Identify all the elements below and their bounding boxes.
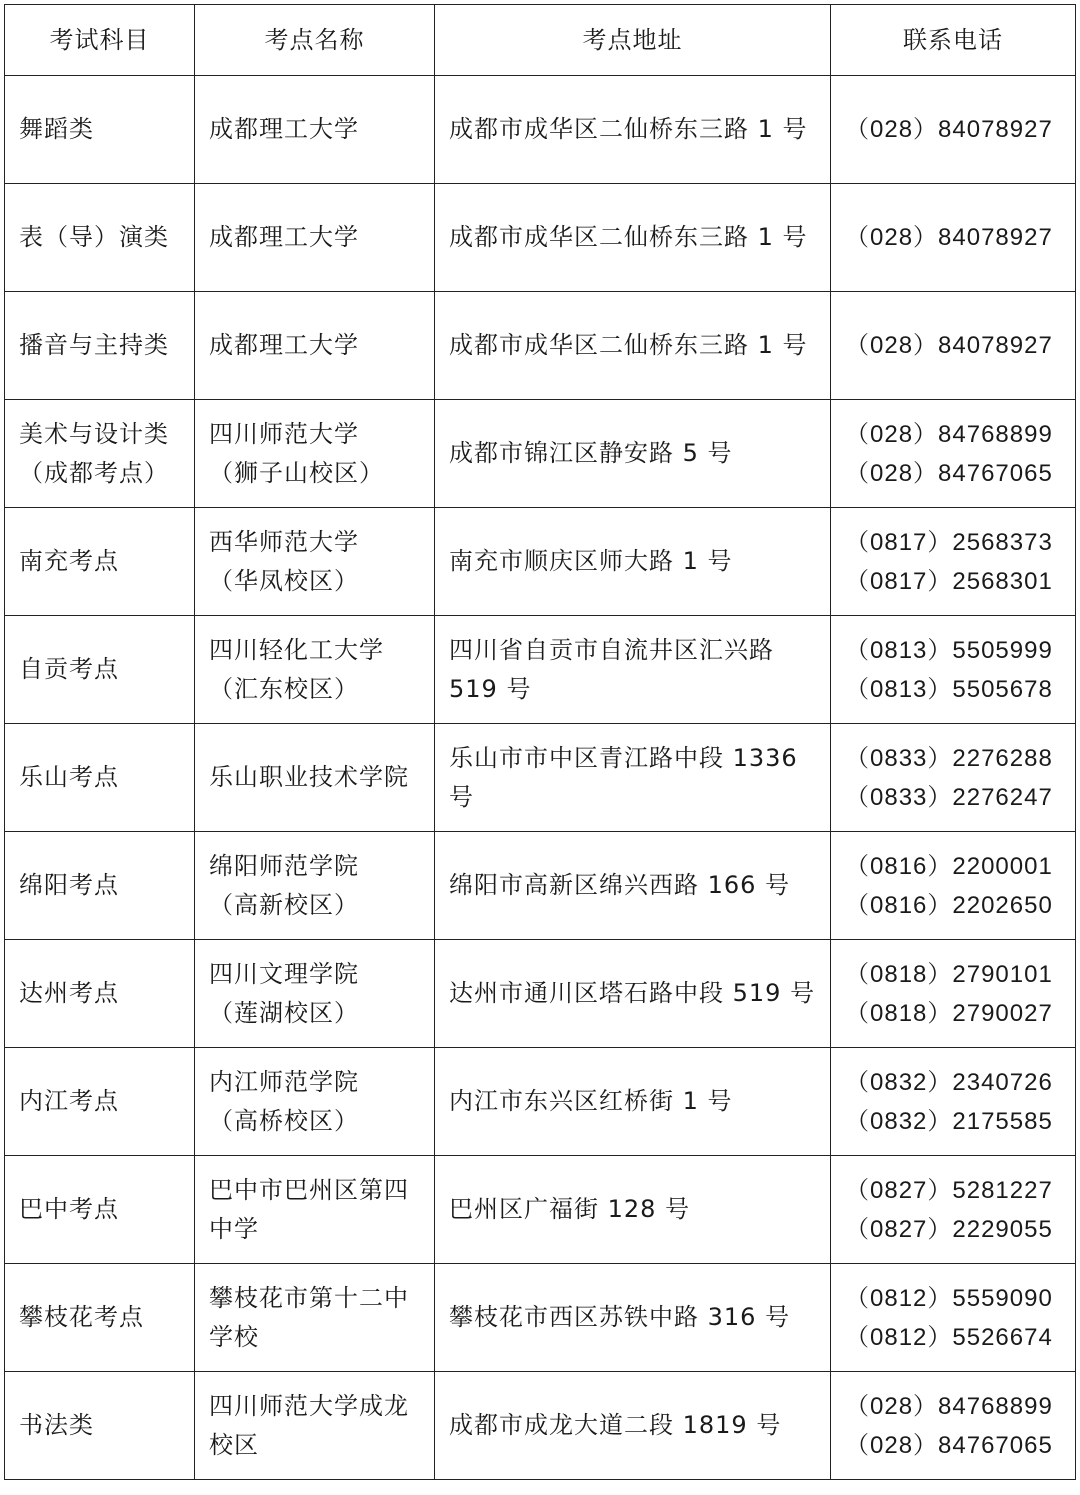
venue-name-cell-text: 乐山职业技术学院 [209,763,409,791]
phone-number: （028）84768899 [845,420,1053,448]
phone-number: （0833）2276288 [845,744,1053,772]
venue-address-cell-text: 绵阳市高新区绵兴西路 166 号 [449,871,791,899]
contact-phone-cell [831,1048,1076,1156]
subject-cell-text: 南充考点 [19,547,119,575]
venue-name-cell [195,76,435,184]
phone-number: （0813）5505999 [845,636,1053,664]
phone-number: （028）84768899 [845,1392,1053,1420]
contact-phone-cell [831,508,1076,616]
venue-address-cell [435,1048,831,1156]
venue-address-cell [435,184,831,292]
table-row [5,1264,1076,1372]
phone-number: （0832）2340726 [845,1068,1053,1096]
table-row [5,184,1076,292]
table-body [5,76,1076,1480]
contact-phone-cell [831,724,1076,832]
venue-address-cell [435,508,831,616]
subject-cell [5,1048,195,1156]
venue-address-cell-text: 四川省自贡市自流井区汇兴路 [449,635,774,664]
subject-cell-text: 达州考点 [19,979,119,1007]
table-row [5,508,1076,616]
venue-address-cell-text: 成都市成华区二仙桥东三路 1 号 [449,331,808,359]
contact-phone-cell [831,292,1076,400]
venue-address-cell-text: 内江市东兴区红桥街 1 号 [449,1087,733,1115]
table-row [5,616,1076,724]
venue-name-cell-text: 四川师范大学成龙 [209,1391,409,1420]
venue-address-cell-text: 519 号 [449,674,532,703]
venue-name-cell [195,940,435,1048]
venue-name-cell [195,832,435,940]
header-contact-phone: 联系电话 [831,5,1076,76]
contact-phone-cell [831,1264,1076,1372]
venue-name-cell-text: 成都理工大学 [209,223,359,251]
subject-cell-text: 巴中考点 [19,1195,119,1223]
contact-phone-cell [831,1372,1076,1480]
venue-address-cell-text: 成都市成龙大道二段 1819 号 [449,1411,782,1439]
venue-name-cell-text: 绵阳师范学院 [209,851,359,880]
contact-phone-cell [831,184,1076,292]
venue-address-cell-text: 成都市成华区二仙桥东三路 1 号 [449,115,808,143]
phone-number: （0813）5505678 [845,675,1053,703]
venue-address-cell [435,1264,831,1372]
venue-name-cell-text: 攀枝花市第十二中 [209,1283,409,1312]
venue-address-cell [435,832,831,940]
phone-number: （0812）5559090 [845,1284,1053,1312]
subject-cell [5,184,195,292]
phone-number: （0817）2568301 [845,567,1053,595]
phone-number: （0812）5526674 [845,1323,1053,1351]
venue-address-cell [435,616,831,724]
subject-cell [5,616,195,724]
venue-name-cell-text: （高桥校区） [209,1106,359,1135]
venue-address-cell-text: 攀枝花市西区苏铁中路 316 号 [449,1303,791,1331]
venue-name-cell-text: （狮子山校区） [209,458,384,487]
subject-cell-text: 攀枝花考点 [19,1303,144,1331]
subject-cell [5,1156,195,1264]
venue-name-cell-text: 成都理工大学 [209,331,359,359]
venue-name-cell-text: （华凤校区） [209,566,359,595]
venue-name-cell-text: 四川轻化工大学 [209,635,384,664]
header-subject: 考试科目 [5,5,195,76]
table-row [5,76,1076,184]
phone-number: （0816）2202650 [845,891,1053,919]
phone-number: （0833）2276247 [845,783,1053,811]
subject-cell-text: 绵阳考点 [19,871,119,899]
venue-name-cell-text: （汇东校区） [209,674,359,703]
subject-cell [5,400,195,508]
phone-number: （0816）2200001 [845,852,1053,880]
venue-address-cell [435,1156,831,1264]
subject-cell [5,508,195,616]
venue-name-cell-text: 西华师范大学 [209,527,359,556]
header-venue-name: 考点名称 [195,5,435,76]
table-row [5,832,1076,940]
venue-address-cell [435,1372,831,1480]
phone-number: （028）84767065 [845,459,1053,487]
subject-cell-text: （成都考点） [19,458,169,487]
phone-number: （0818）2790027 [845,999,1053,1027]
venue-name-cell-text: 学校 [209,1322,259,1351]
subject-cell [5,832,195,940]
venue-name-cell-text: 巴中市巴州区第四 [209,1175,409,1204]
subject-cell-text: 书法类 [19,1411,94,1439]
subject-cell [5,292,195,400]
phone-number: （0827）2229055 [845,1215,1053,1243]
venue-address-cell [435,292,831,400]
subject-cell-text: 表（导）演类 [19,223,169,251]
venue-name-cell [195,1048,435,1156]
venue-name-cell [195,400,435,508]
table-row [5,1156,1076,1264]
venue-name-cell [195,508,435,616]
contact-phone-cell [831,1156,1076,1264]
table-row [5,292,1076,400]
phone-number: （0818）2790101 [845,960,1053,988]
venue-address-cell-text: 成都市成华区二仙桥东三路 1 号 [449,223,808,251]
venue-name-cell-text: 四川师范大学 [209,419,359,448]
subject-cell [5,76,195,184]
subject-cell [5,724,195,832]
venue-address-cell-text: 成都市锦江区静安路 5 号 [449,439,733,467]
phone-number: （0817）2568373 [845,528,1053,556]
contact-phone-cell [831,832,1076,940]
subject-cell-text: 播音与主持类 [19,331,169,359]
phone-number: （0827）5281227 [845,1176,1053,1204]
venue-name-cell [195,184,435,292]
venue-name-cell-text: 校区 [209,1430,259,1459]
venue-address-cell [435,76,831,184]
venue-address-cell-text: 达州市通川区塔石路中段 519 号 [449,979,816,1007]
phone-number: （028）84078927 [845,116,1053,143]
table-row [5,940,1076,1048]
venue-address-cell [435,400,831,508]
phone-number: （028）84078927 [845,332,1053,359]
exam-venue-table [4,4,1076,1480]
venue-address-cell [435,724,831,832]
phone-number: （0832）2175585 [845,1107,1053,1135]
table-row [5,1048,1076,1156]
subject-cell [5,1372,195,1480]
venue-name-cell [195,1372,435,1480]
subject-cell-text: 美术与设计类 [19,419,169,448]
venue-name-cell [195,1156,435,1264]
table-row [5,400,1076,508]
venue-address-cell-text: 乐山市市中区青江路中段 1336 [449,743,798,772]
subject-cell-text: 内江考点 [19,1087,119,1115]
venue-name-cell-text: 中学 [209,1214,259,1243]
venue-address-cell-text: 巴州区广福街 128 号 [449,1195,691,1223]
subject-cell [5,940,195,1048]
subject-cell-text: 自贡考点 [19,655,119,683]
phone-number: （028）84767065 [845,1431,1053,1459]
subject-cell-text: 乐山考点 [19,763,119,791]
venue-name-cell-text: 内江师范学院 [209,1067,359,1096]
table-header-row [5,5,1076,76]
subject-cell [5,1264,195,1372]
header-venue-address: 考点地址 [435,5,831,76]
contact-phone-cell [831,940,1076,1048]
venue-address-cell-text: 南充市顺庆区师大路 1 号 [449,547,733,575]
venue-name-cell [195,1264,435,1372]
venue-address-cell-text: 号 [449,782,474,811]
phone-number: （028）84078927 [845,224,1053,251]
venue-address-cell [435,940,831,1048]
venue-name-cell-text: 成都理工大学 [209,115,359,143]
contact-phone-cell [831,76,1076,184]
venue-name-cell [195,724,435,832]
venue-name-cell [195,616,435,724]
contact-phone-cell [831,616,1076,724]
venue-name-cell-text: （高新校区） [209,890,359,919]
venue-name-cell-text: 四川文理学院 [209,959,359,988]
table-row [5,724,1076,832]
contact-phone-cell [831,400,1076,508]
subject-cell-text: 舞蹈类 [19,115,94,143]
table-row [5,1372,1076,1480]
venue-name-cell-text: （莲湖校区） [209,998,359,1027]
venue-name-cell [195,292,435,400]
